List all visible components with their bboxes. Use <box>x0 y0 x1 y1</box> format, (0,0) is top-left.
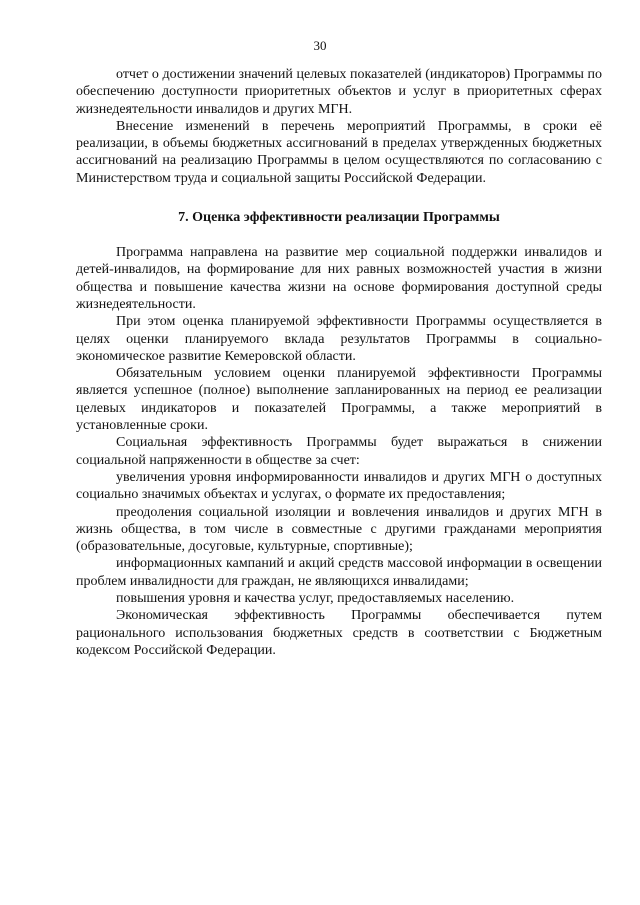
page-content <box>76 66 602 659</box>
list-item-service-quality: повышения уровня и качества услуг, предоставляемых населению. <box>116 591 515 607</box>
section-heading: 7. Оценка эффективности реализации Программы <box>178 210 500 226</box>
paragraph-mandatory-condition: Обязательным условием оценки планируемой эффективности Программы является успешное (полное) выполнение запланированных на период ее реализации целевых индикаторов и показателей Программы, а также мероприятий в установленные сроки. <box>76 366 602 434</box>
list-item-media-campaigns: информационных кампаний и акций средств массовой информации в освещении проблем инвалидности для граждан, не являющихся инвалидами; <box>76 556 602 589</box>
list-item-social-isolation: преодоления социальной изоляции и вовлечения инвалидов и других МГН в жизнь общества, в том числе в совместные с другими гражданами мероприятия (образовательные, досуговые, культурные, спортивные); <box>76 504 602 555</box>
list-item-awareness: увеличения уровня информированности инвалидов и других МГН о доступных социально значимых объектах и услугах, о формате их предоставления; <box>76 469 602 503</box>
paragraph-changes: Внесение изменений в перечень мероприятий Программы, в сроки её реализации, в объемы бюджетных ассигнований в пределах утвержденных бюджетных ассигнований на реализацию Программы в целом осуществляются по согласованию с Министерством труда и социальной защиты Российской Федерации. <box>76 118 602 186</box>
paragraph-report: отчет о достижении значений целевых показателей (индикаторов) Программы по обеспечению доступности приоритетных объектов и услуг в приоритетных сферах жизнедеятельности инвалидов и других МГН. <box>76 67 602 117</box>
paragraph-program-purpose: Программа направлена на развитие мер социальной поддержки инвалидов и детей-инвалидов, на формирование для них равных возможностей участия в жизни общества и повышение качества жизни на основе формирования доступной среды жизнедеятельности. <box>76 245 602 312</box>
paragraph-economic-efficiency: Экономическая эффективность Программы обеспечивается путем рационального использования бюджетных средств в соответствии с Бюджетным кодексом Российской Федерации. <box>76 608 602 658</box>
paragraph-social-efficiency: Социальная эффективность Программы будет выражаться в снижении социальной напряженности в обществе за счет: <box>76 435 602 468</box>
paragraph-evaluation-goal: При этом оценка планируемой эффективности Программы осуществляется в целях оценки планируемого вклада результатов Программы в социально-экономическое развитие Кемеровской области. <box>76 314 602 364</box>
page-number: 30 <box>313 38 327 53</box>
